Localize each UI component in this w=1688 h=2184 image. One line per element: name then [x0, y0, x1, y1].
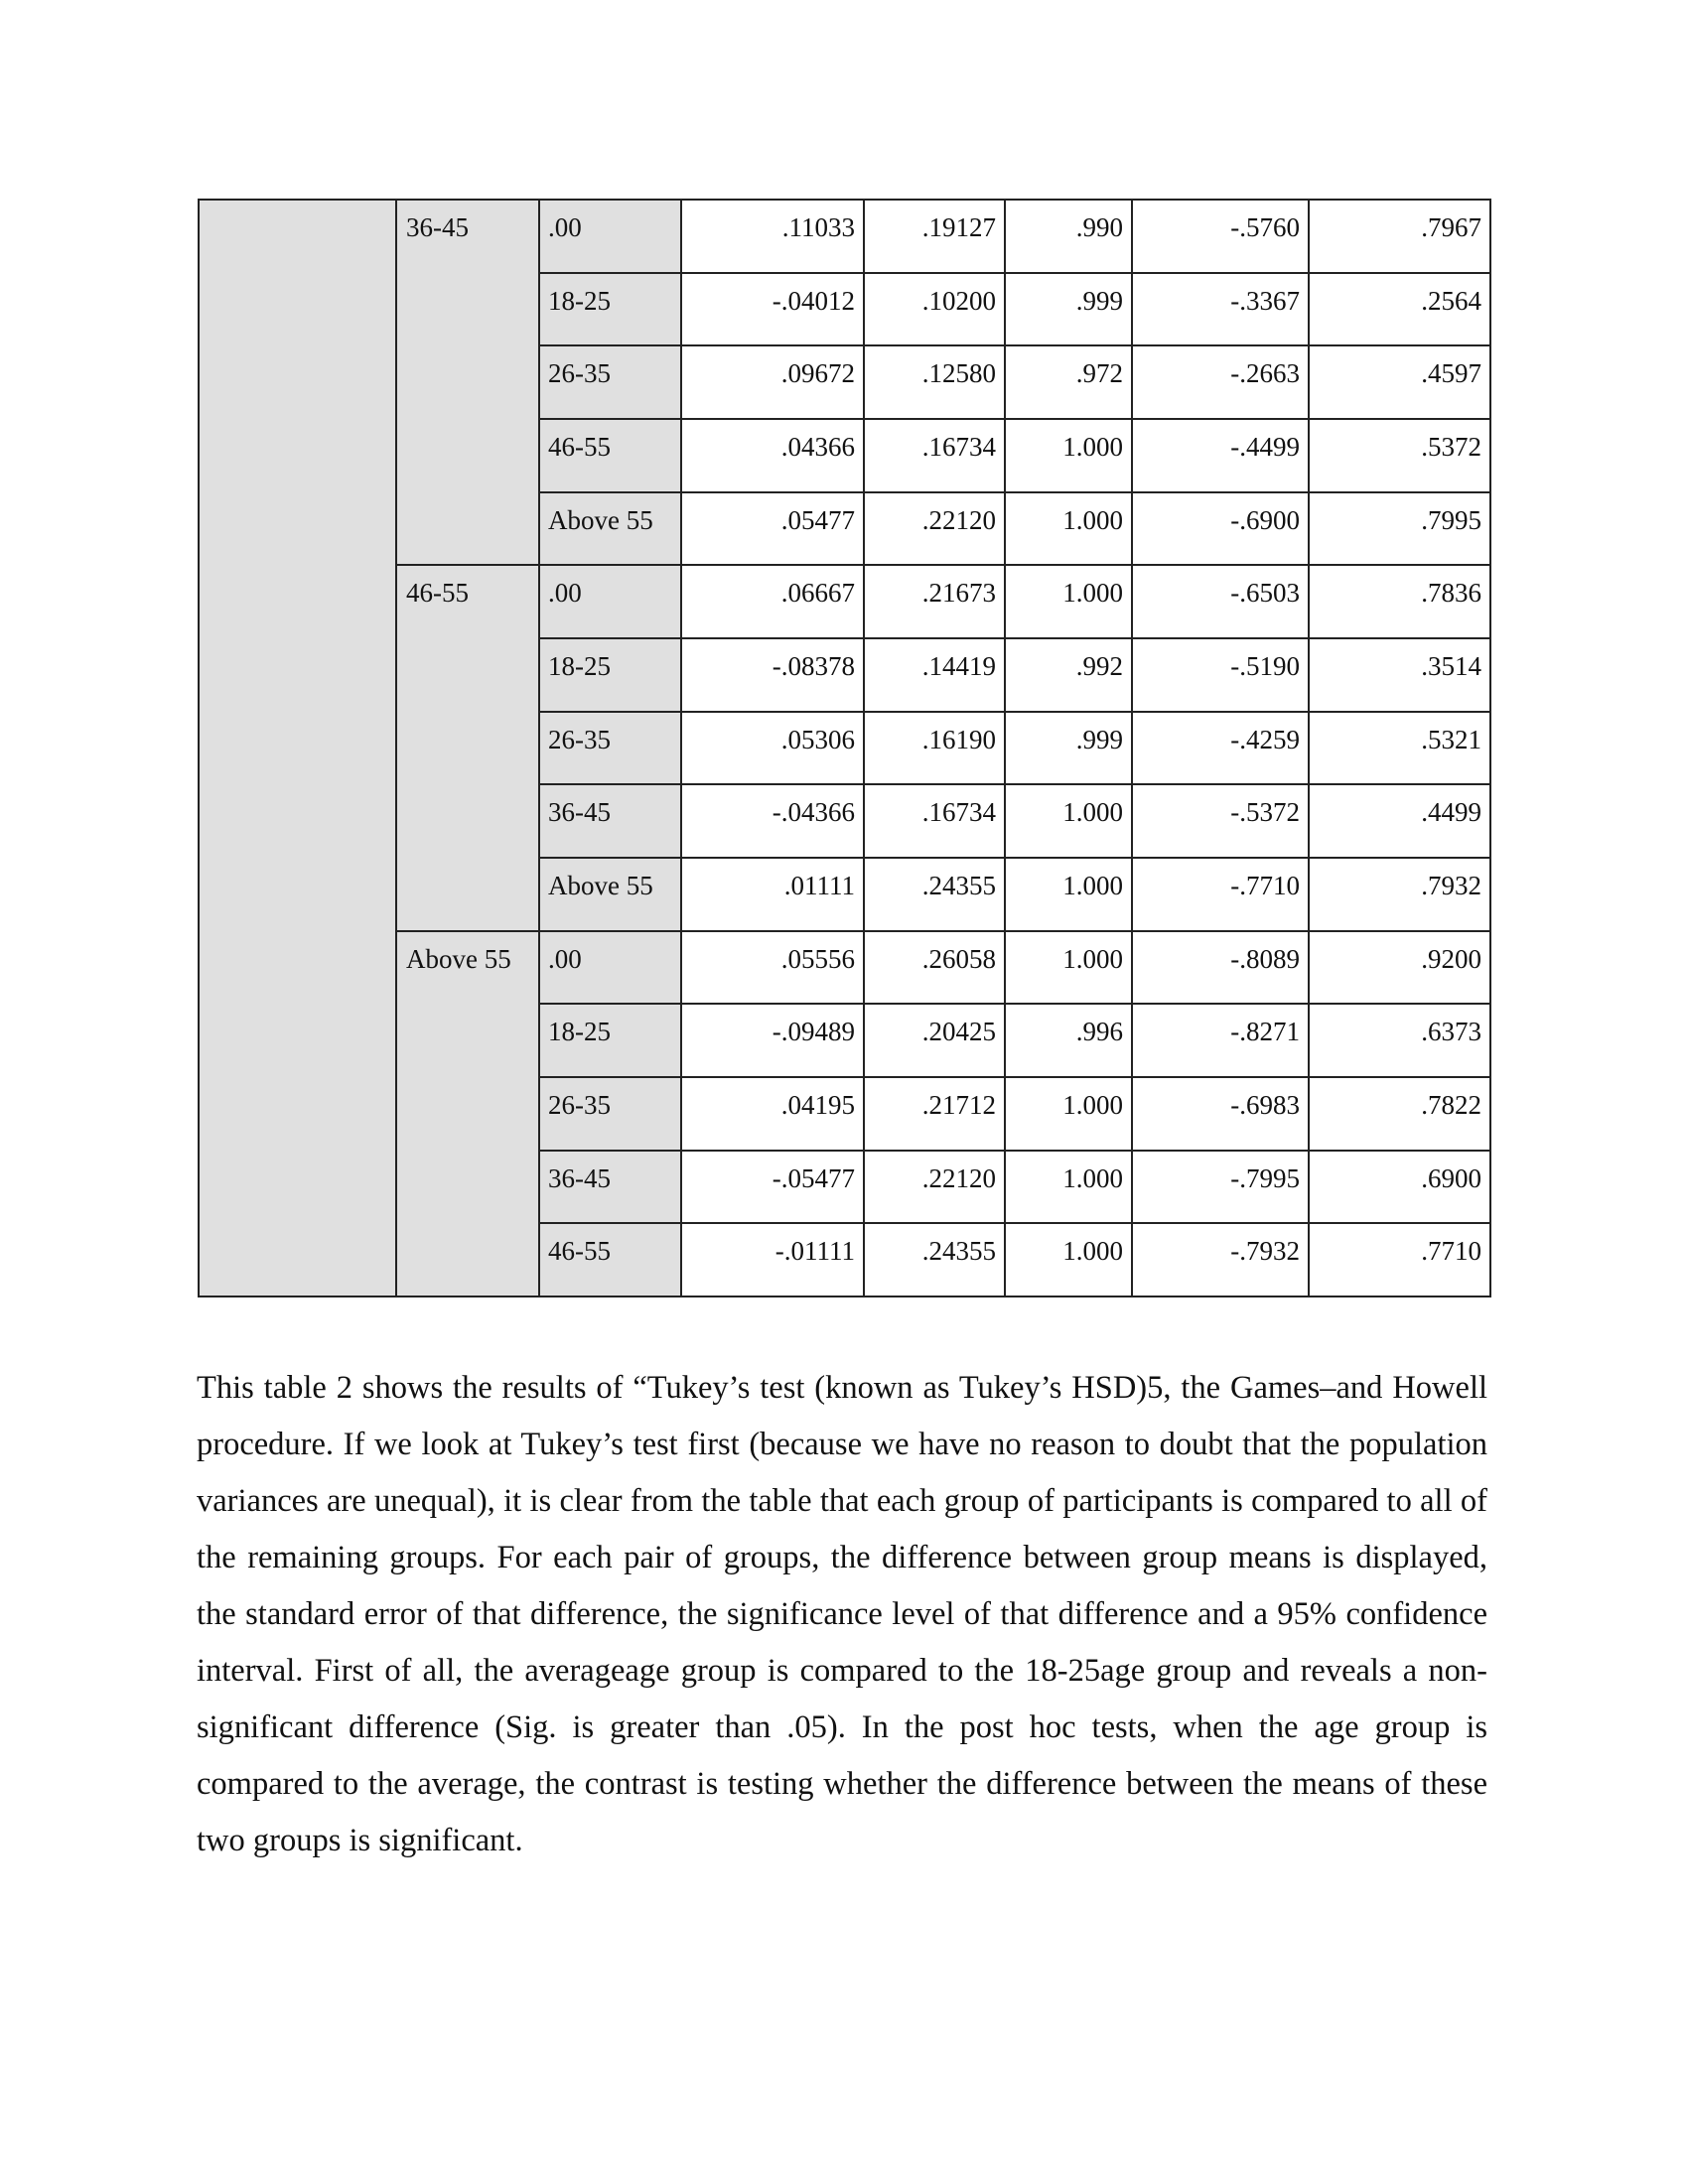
std-error-cell: .21673: [864, 565, 1005, 638]
group-label-cell: Above 55: [396, 931, 539, 1297]
ci-lower-bound-cell: -.3367: [1132, 273, 1309, 346]
mean-difference-cell: -.08378: [681, 638, 864, 712]
ci-lower-bound-cell: -.5190: [1132, 638, 1309, 712]
ci-upper-bound-cell: .4597: [1309, 345, 1490, 419]
significance-cell: .972: [1005, 345, 1132, 419]
ci-upper-bound-cell: .5372: [1309, 419, 1490, 492]
post-hoc-comparison-table: [198, 199, 1491, 1297]
comparison-group-cell: 46-55: [539, 419, 681, 492]
significance-cell: .999: [1005, 712, 1132, 785]
ci-upper-bound-cell: .4499: [1309, 784, 1490, 858]
ci-lower-bound-cell: -.4259: [1132, 712, 1309, 785]
std-error-cell: .16734: [864, 419, 1005, 492]
ci-lower-bound-cell: -.6900: [1132, 492, 1309, 566]
ci-upper-bound-cell: .7995: [1309, 492, 1490, 566]
ci-upper-bound-cell: .7822: [1309, 1077, 1490, 1151]
ci-lower-bound-cell: -.8271: [1132, 1004, 1309, 1077]
table-row: [199, 200, 1490, 273]
mean-difference-cell: .04195: [681, 1077, 864, 1151]
std-error-cell: .22120: [864, 1151, 1005, 1224]
ci-lower-bound-cell: -.6503: [1132, 565, 1309, 638]
group-label-cell: 36-45: [396, 200, 539, 565]
table-body: [199, 200, 1490, 1297]
ci-upper-bound-cell: .6373: [1309, 1004, 1490, 1077]
comparison-group-cell: 46-55: [539, 1223, 681, 1297]
ci-upper-bound-cell: .6900: [1309, 1151, 1490, 1224]
comparison-group-cell: 26-35: [539, 345, 681, 419]
ci-upper-bound-cell: .9200: [1309, 931, 1490, 1005]
std-error-cell: .24355: [864, 1223, 1005, 1297]
mean-difference-cell: -.09489: [681, 1004, 864, 1077]
mean-difference-cell: .05306: [681, 712, 864, 785]
significance-cell: 1.000: [1005, 1077, 1132, 1151]
std-error-cell: .19127: [864, 200, 1005, 273]
mean-difference-cell: .05477: [681, 492, 864, 566]
ci-lower-bound-cell: -.7932: [1132, 1223, 1309, 1297]
mean-difference-cell: .06667: [681, 565, 864, 638]
ci-lower-bound-cell: -.6983: [1132, 1077, 1309, 1151]
significance-cell: .992: [1005, 638, 1132, 712]
mean-difference-cell: .04366: [681, 419, 864, 492]
ci-upper-bound-cell: .2564: [1309, 273, 1490, 346]
std-error-cell: .21712: [864, 1077, 1005, 1151]
significance-cell: .990: [1005, 200, 1132, 273]
std-error-cell: .22120: [864, 492, 1005, 566]
significance-cell: .999: [1005, 273, 1132, 346]
std-error-cell: .26058: [864, 931, 1005, 1005]
mean-difference-cell: .11033: [681, 200, 864, 273]
dependent-variable-cell: [199, 200, 396, 1297]
significance-cell: 1.000: [1005, 492, 1132, 566]
comparison-group-cell: 18-25: [539, 638, 681, 712]
mean-difference-cell: -.05477: [681, 1151, 864, 1224]
mean-difference-cell: .05556: [681, 931, 864, 1005]
comparison-group-cell: Above 55: [539, 858, 681, 931]
std-error-cell: .10200: [864, 273, 1005, 346]
comparison-group-cell: 26-35: [539, 712, 681, 785]
significance-cell: 1.000: [1005, 931, 1132, 1005]
significance-cell: 1.000: [1005, 858, 1132, 931]
significance-cell: .996: [1005, 1004, 1132, 1077]
mean-difference-cell: .09672: [681, 345, 864, 419]
significance-cell: 1.000: [1005, 419, 1132, 492]
mean-difference-cell: -.04012: [681, 273, 864, 346]
significance-cell: 1.000: [1005, 565, 1132, 638]
comparison-group-cell: 18-25: [539, 1004, 681, 1077]
std-error-cell: .20425: [864, 1004, 1005, 1077]
group-label-cell: 46-55: [396, 565, 539, 930]
mean-difference-cell: -.04366: [681, 784, 864, 858]
ci-upper-bound-cell: .7836: [1309, 565, 1490, 638]
ci-lower-bound-cell: -.2663: [1132, 345, 1309, 419]
comparison-group-cell: 36-45: [539, 784, 681, 858]
std-error-cell: .12580: [864, 345, 1005, 419]
significance-cell: 1.000: [1005, 1223, 1132, 1297]
ci-lower-bound-cell: -.7710: [1132, 858, 1309, 931]
ci-lower-bound-cell: -.8089: [1132, 931, 1309, 1005]
comparison-group-cell: 18-25: [539, 273, 681, 346]
ci-upper-bound-cell: .7932: [1309, 858, 1490, 931]
std-error-cell: .16734: [864, 784, 1005, 858]
ci-lower-bound-cell: -.4499: [1132, 419, 1309, 492]
mean-difference-cell: -.01111: [681, 1223, 864, 1297]
ci-upper-bound-cell: .7710: [1309, 1223, 1490, 1297]
comparison-group-cell: Above 55: [539, 492, 681, 566]
ci-lower-bound-cell: -.7995: [1132, 1151, 1309, 1224]
ci-lower-bound-cell: -.5760: [1132, 200, 1309, 273]
comparison-group-cell: .00: [539, 931, 681, 1005]
comparison-group-cell: 36-45: [539, 1151, 681, 1224]
std-error-cell: .14419: [864, 638, 1005, 712]
comparison-group-cell: 26-35: [539, 1077, 681, 1151]
ci-upper-bound-cell: .3514: [1309, 638, 1490, 712]
significance-cell: 1.000: [1005, 1151, 1132, 1224]
significance-cell: 1.000: [1005, 784, 1132, 858]
body-paragraph: This table 2 shows the results of “Tukey’s test (known as Tukey’s HSD)5, the Games–and Howell procedure. If we look at Tukey’s test first (because we have no reason to doubt that the population variances are unequal), it is clear from the table that each group of participants is compared to all of the remaining groups. For each pair of groups, the difference between group means is displayed, the standard error of that difference, the significance level of that difference and a 95% confidence interval. First of all, the averageage group is compared to the 18-25age group and reveals a non-significant difference (Sig. is greater than .05). In the post hoc tests, when the age group is compared to the average, the contrast is testing whether the difference between the means of these two groups is significant.: [197, 1370, 1487, 1858]
std-error-cell: .24355: [864, 858, 1005, 931]
ci-upper-bound-cell: .5321: [1309, 712, 1490, 785]
comparison-group-cell: .00: [539, 565, 681, 638]
ci-lower-bound-cell: -.5372: [1132, 784, 1309, 858]
comparison-group-cell: .00: [539, 200, 681, 273]
std-error-cell: .16190: [864, 712, 1005, 785]
mean-difference-cell: .01111: [681, 858, 864, 931]
ci-upper-bound-cell: .7967: [1309, 200, 1490, 273]
